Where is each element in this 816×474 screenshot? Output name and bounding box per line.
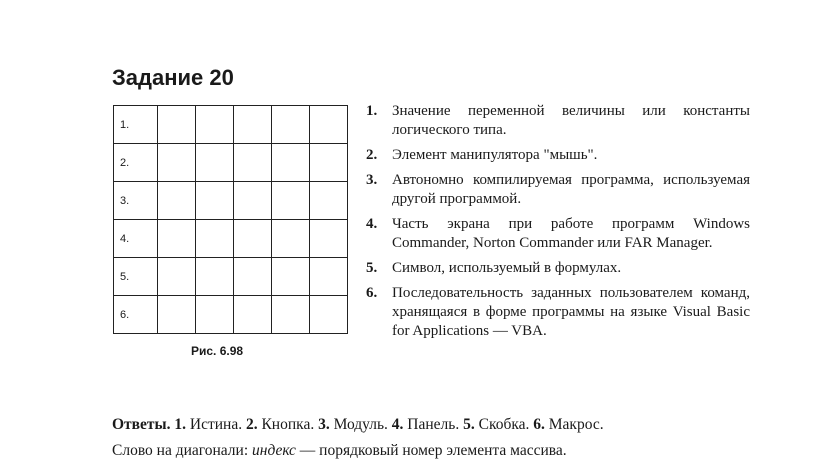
grid-cell — [196, 296, 234, 334]
clue-text: Значение переменной величины или константы логического типа. — [392, 103, 750, 138]
grid-cell — [234, 182, 272, 220]
grid-cell — [158, 182, 196, 220]
grid-cell — [234, 258, 272, 296]
clue-text: Элемент манипулятора "мышь". — [392, 147, 598, 163]
grid-cell — [272, 220, 310, 258]
grid-cell — [158, 144, 196, 182]
grid-cell — [234, 144, 272, 182]
grid-cell — [158, 296, 196, 334]
clue-item — [366, 259, 750, 278]
answer-number: 3. — [318, 416, 334, 433]
grid-row-number: 5. — [114, 258, 158, 296]
grid-cell — [158, 106, 196, 144]
grid-cell — [310, 258, 348, 296]
diagonal-suffix: — порядковый номер элемента массива. — [295, 442, 567, 459]
clue-item — [366, 171, 750, 209]
clue-item — [366, 146, 750, 165]
answer-text: Модуль. — [333, 416, 392, 433]
clue-text: Часть экрана при работе программ Windows Commander, Norton Commander или FAR Manager. — [392, 216, 750, 251]
grid-cell — [234, 106, 272, 144]
grid-row-number: 4. — [114, 220, 158, 258]
grid-row — [114, 144, 348, 182]
grid-row — [114, 258, 348, 296]
grid-row-number: 1. — [114, 106, 158, 144]
grid-cell — [272, 296, 310, 334]
answer-text: Кнопка. — [261, 416, 319, 433]
answer-number: 5. — [463, 416, 479, 433]
clue-number: 6. — [366, 285, 378, 301]
grid-cell — [196, 258, 234, 296]
grid-row — [114, 296, 348, 334]
answer-number: 1. — [174, 416, 190, 433]
grid-cell — [310, 220, 348, 258]
task-title: Задание 20 — [112, 65, 234, 90]
grid-cell — [310, 106, 348, 144]
grid-cell — [196, 220, 234, 258]
grid-row — [114, 220, 348, 258]
answers-label: Ответы. — [112, 416, 175, 433]
clue-number: 2. — [366, 147, 378, 163]
clue-text: Последовательность заданных пользователем команд, хранящаяся в форме программы на языке Visual Basic for Applications — VBA. — [392, 285, 750, 339]
grid-row-number: 2. — [114, 144, 158, 182]
grid-cell — [158, 220, 196, 258]
grid-cell — [310, 296, 348, 334]
grid-row — [114, 106, 348, 144]
grid-row — [114, 182, 348, 220]
answer-number: 4. — [391, 416, 408, 433]
clue-number: 4. — [366, 216, 378, 232]
answer-text: Скобка. — [478, 416, 534, 433]
grid-cell — [196, 106, 234, 144]
clue-number: 5. — [366, 260, 378, 276]
grid-cell — [272, 258, 310, 296]
grid-cell — [234, 296, 272, 334]
clue-item — [366, 284, 750, 341]
diagonal-prefix: Слово на диагонали: — [112, 442, 253, 459]
clue-list — [366, 102, 750, 347]
clue-number: 3. — [366, 172, 378, 188]
clue-number: 1. — [366, 103, 378, 119]
answer-number: 6. — [533, 416, 549, 433]
grid-cell — [310, 144, 348, 182]
grid-row-number: 6. — [114, 296, 158, 334]
crossword-grid — [113, 105, 348, 334]
clue-text: Автономно компилируемая программа, используемая другой программой. — [392, 172, 750, 207]
grid-row-number: 3. — [114, 182, 158, 220]
answer-text: Макрос. — [548, 416, 604, 433]
grid-cell — [234, 220, 272, 258]
grid-cell — [272, 144, 310, 182]
answer-text: Панель. — [407, 416, 464, 433]
answers-line — [112, 415, 604, 435]
grid-cell — [158, 258, 196, 296]
clue-text: Символ, используемый в формулах. — [392, 260, 622, 276]
grid-cell — [196, 182, 234, 220]
answer-number: 2. — [245, 416, 262, 433]
grid-cell — [272, 106, 310, 144]
diagonal-word-line — [112, 441, 567, 461]
clue-item — [366, 215, 750, 253]
grid-cell — [310, 182, 348, 220]
clue-item — [366, 102, 750, 140]
answer-text: Истина. — [189, 416, 246, 433]
figure-caption: Рис. 6.98 — [191, 344, 244, 358]
grid-cell — [272, 182, 310, 220]
diagonal-word: индекс — [252, 442, 296, 459]
grid-cell — [196, 144, 234, 182]
